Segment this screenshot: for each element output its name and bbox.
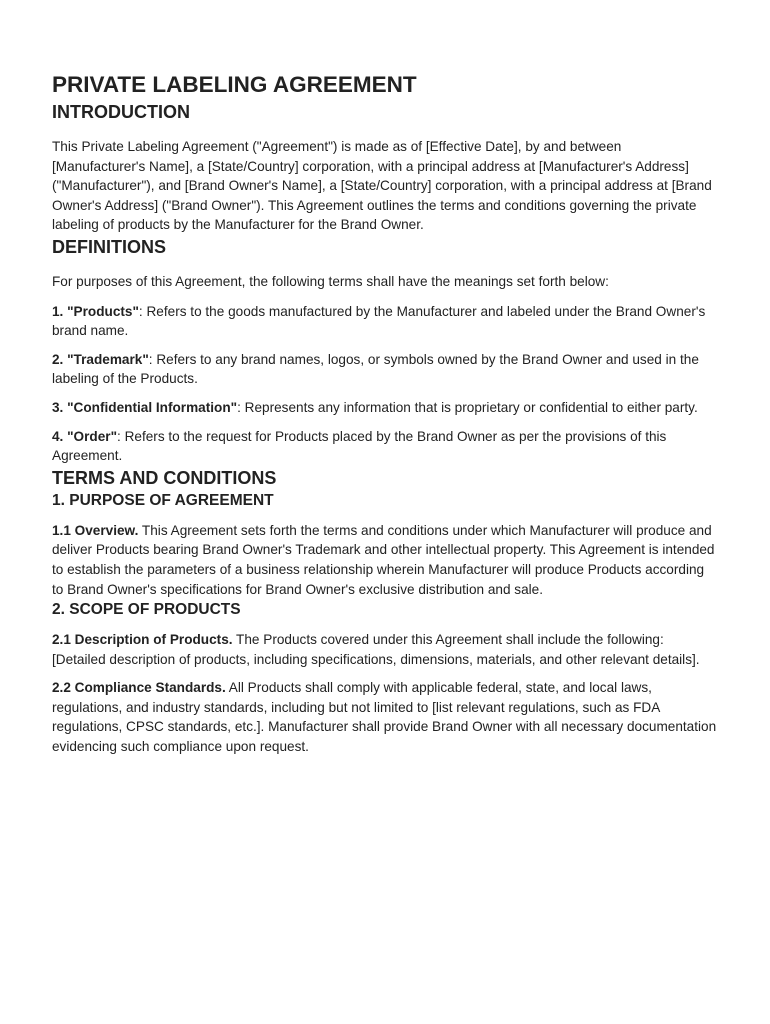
clause-label: 2.1 Description of Products. (52, 632, 233, 648)
introduction-paragraph: This Private Labeling Agreement ("Agreement") is made as of [Effective Date], by and between [Manufacturer's Name], a [State/Country] corporation, with a principal address at [Manufacturer's Address] ("Manufacturer"), and [Brand Owner's Name], a [State/Country] corporation, with a principal address at [Brand Owner's Address] ("Brand Owner"). This Agreement outlines the terms and conditions governing the private labeling of products by the Manufacturer for the Brand Owner. (52, 139, 712, 233)
clause-overview (52, 521, 718, 599)
definition-term: 3. "Confidential Information" (52, 399, 238, 415)
clause-text: The Products covered under this Agreement shall include the following: [Detailed description of products, including specifications, dimensions, materials, and other relevant details]. (52, 632, 700, 667)
clause-text: All Products shall comply with applicable federal, state, and local laws, regulations, and industry standards, including but not limited to [list relevant regulations, such as FDA regulations, CPSC standards, etc.]. Manufacturer shall provide Brand Owner with all necessary documentation evidencing such compliance upon request. (52, 680, 717, 755)
scope-of-products-heading: 2. SCOPE OF PRODUCTS (52, 601, 241, 619)
purpose-of-agreement-heading: 1. PURPOSE OF AGREEMENT (52, 491, 274, 509)
definition-text: : Refers to the goods manufactured by the Manufacturer and labeled under the Brand Owner's brand name. (52, 303, 706, 339)
clause-text: This Agreement sets forth the terms and conditions under which Manufacturer will produce and deliver Products bearing Brand Owner's Trademark and other intellectual property. This Agreement is intended to establish the parameters of a business relationship wherein Manufacturer will produce Products according to Brand Owner's specifications for Brand Owner's exclusive distribution and sale. (52, 522, 715, 597)
clause-label: 1.1 Overview. (52, 522, 139, 538)
document-title: PRIVATE LABELING AGREEMENT (52, 72, 417, 97)
clause-description-of-products (52, 630, 718, 669)
terms-and-conditions-heading: TERMS AND CONDITIONS (52, 467, 277, 488)
clause-label: 2.2 Compliance Standards. (52, 680, 226, 696)
definition-text: : Represents any information that is proprietary or confidential to either party. (237, 399, 698, 415)
definition-item-confidential-information (52, 398, 718, 418)
definition-term: 4. "Order" (52, 428, 118, 444)
definition-text: : Refers to the request for Products placed by the Brand Owner as per the provisions of this Agreement. (52, 428, 667, 464)
definition-item-products (52, 302, 718, 341)
clause-compliance-standards (52, 678, 718, 756)
definition-item-order (52, 427, 718, 466)
definition-text: : Refers to any brand names, logos, or symbols owned by the Brand Owner and used in the labeling of the Products. (52, 351, 699, 387)
introduction-heading: INTRODUCTION (52, 102, 190, 122)
definition-item-trademark (52, 350, 718, 389)
definitions-lead-paragraph: For purposes of this Agreement, the following terms shall have the meanings set forth below: (52, 273, 609, 289)
definition-term: 1. "Products" (52, 303, 139, 319)
definitions-heading: DEFINITIONS (52, 236, 167, 257)
definition-term: 2. "Trademark" (52, 351, 149, 367)
